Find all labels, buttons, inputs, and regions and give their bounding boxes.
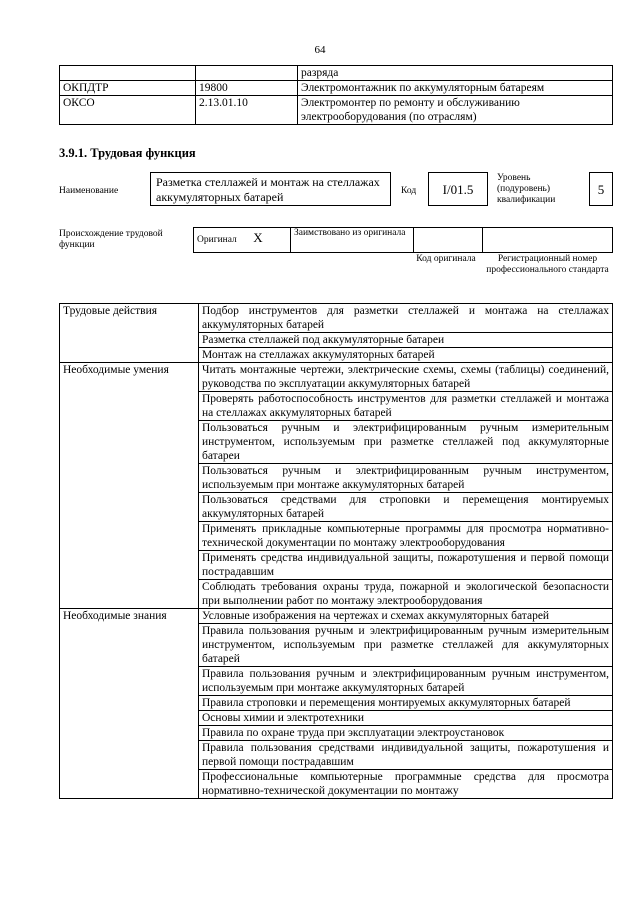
classification-code [60,66,196,81]
function-name-value: Разметка стеллажей и монтаж на стеллажах аккумуляторных батарей [150,172,391,206]
classification-value: 2.13.01.10 [196,96,298,125]
category-label: Трудовые действия [60,304,199,363]
table-cell-item: Пользоваться ручным и электрифицированным ручным измерительным инструментом, используемым при разметке стеллажей под аккумуляторные батареи [199,421,613,464]
qualification-level-value: 5 [589,172,613,206]
table-cell-item: Проверять работоспособность инструментов для разметки стеллажей и монтажа на стеллажах аккумуляторных батарей [199,392,613,421]
classification-description: разряда [298,66,613,81]
function-code-value: I/01.5 [428,172,488,206]
original-code-caption: Код оригинала [416,254,476,264]
original-label: Оригинал [197,235,237,245]
labor-function-table [59,303,613,799]
classification-row [60,66,613,81]
table-cell-item: Соблюдать требования охраны труда, пожарной и экологической безопасности при выполнении работ по монтажу электрооборудования [199,580,613,609]
table-row [60,304,613,333]
reg-number-caption: Регистрационный номер профессионального стандарта [486,254,609,275]
table-cell-item: Правила по охране труда при эксплуатации электроустановок [199,726,613,741]
table-cell-item: Пользоваться средствами для строповки и перемещения монтируемых аккумуляторных батарей [199,493,613,522]
table-row [60,609,613,624]
section-title: 3.9.1. Трудовая функция [59,146,196,160]
table-row [60,363,613,392]
classification-value [196,66,298,81]
original-mark: Х [253,230,263,245]
classification-code: ОКСО [60,96,196,125]
classification-code: ОКПДТР [60,81,196,96]
category-label: Необходимые умения [60,363,199,609]
classification-description: Электромонтажник по аккумуляторным батареям [298,81,613,96]
classification-value: 19800 [196,81,298,96]
table-cell-item: Правила пользования ручным и электрифицированным ручным измерительным инструментом, используемым при разметке стеллажей для аккумуляторных батарей [199,624,613,667]
category-label: Необходимые знания [60,609,199,799]
origin-label: Происхождение трудовой функции [59,229,163,250]
borrowed-label: Заимствовано из оригинала [294,228,406,238]
table-cell-item: Читать монтажные чертежи, электрические схемы, схемы (таблицы) соединений, руководства по эксплуатации аккумуляторных батарей [199,363,613,392]
classification-table [59,65,613,125]
reg-number-cell [483,228,613,253]
page-number: 64 [314,44,326,56]
classification-description: Электромонтер по ремонту и обслуживанию электрооборудования (по отраслям) [298,96,613,125]
original-code-cell [414,228,483,253]
table-cell-item: Применять средства индивидуальной защиты, пожаротушения и первой помощи пострадавшим [199,551,613,580]
table-cell-item: Основы химии и электротехники [199,711,613,726]
table-cell-item: Правила пользования средствами индивидуальной защиты, пожаротушения и первой помощи пострадавшим [199,741,613,770]
table-cell-item: Применять прикладные компьютерные программы для просмотра нормативно-технической документации по монтажу электрооборудования [199,522,613,551]
table-cell-item: Правила пользования ручным и электрифицированным ручным инструментом, используемым при монтаже аккумуляторных батарей [199,667,613,696]
origin-table [193,227,613,253]
name-label: Наименование [59,186,119,196]
classification-row [60,96,613,125]
table-cell-item: Подбор инструментов для разметки стеллажей и монтажа на стеллажах аккумуляторных батарей [199,304,613,333]
table-cell-item: Условные изображения на чертежах и схемах аккумуляторных батарей [199,609,613,624]
qualification-level-label: Уровень (подуровень) квалификации [497,173,556,205]
table-cell-item: Профессиональные компьютерные программные средства для просмотра нормативно-технической документации по монтажу [199,770,613,799]
table-cell-item: Монтаж на стеллажах аккумуляторных батарей [199,348,613,363]
code-label: Код [401,186,417,196]
table-cell-item: Правила строповки и перемещения монтируемых аккумуляторных батарей [199,696,613,711]
table-cell-item: Пользоваться ручным и электрифицированным ручным инструментом, используемым при монтаже аккумуляторных батарей [199,464,613,493]
table-cell-item: Разметка стеллажей под аккумуляторные батареи [199,333,613,348]
classification-row [60,81,613,96]
